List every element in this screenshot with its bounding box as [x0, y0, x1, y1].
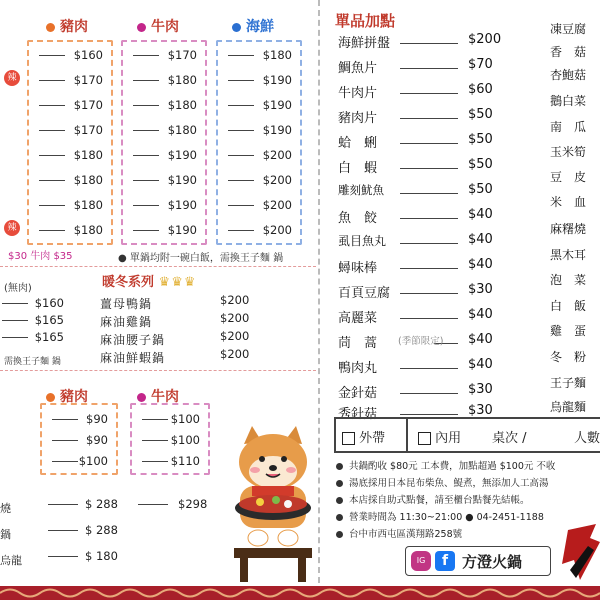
list-item: 香 菇	[550, 45, 587, 59]
table-field[interactable]: 桌次 /	[492, 431, 527, 446]
meatless-label: (無肉)	[4, 283, 32, 294]
list-item: 杏鮑菇	[550, 68, 587, 82]
price-row: $190	[123, 144, 205, 169]
price-row: $170	[123, 44, 205, 69]
list-item: 鍋 $ 288	[0, 523, 118, 541]
crown-icon: ♛♛♛	[158, 275, 197, 290]
price-row: $100	[132, 429, 208, 454]
price-row: $190	[123, 169, 205, 194]
list-item: 鯛魚片 $70	[338, 57, 493, 76]
list-item: 玉米筍	[550, 145, 587, 159]
price-row: $170	[29, 69, 111, 94]
beef-dot-icon	[137, 23, 146, 32]
takeout-option[interactable]: 外帶	[342, 427, 385, 446]
header-beef: 牛肉	[137, 386, 179, 406]
list-item: 烏龍麵	[550, 400, 587, 414]
shiba-mascot-illustration	[226, 426, 320, 584]
list-item: 王子麵	[550, 376, 587, 390]
price-row: $190	[123, 219, 205, 244]
price-row: $90	[42, 429, 116, 454]
list-item: 麻糬燒	[550, 222, 587, 236]
seafood-price-column	[216, 40, 302, 245]
list-item: 南 瓜	[550, 120, 587, 134]
list-item: 茼 蒿 $40	[338, 332, 493, 351]
list-item: 麻油雞鍋 $200	[100, 311, 250, 329]
price-row: $100	[132, 408, 208, 433]
header-seafood: 海鮮	[232, 16, 274, 36]
price-row: $180	[29, 169, 111, 194]
price-row: $110	[132, 450, 208, 475]
beef-price-column	[130, 403, 210, 475]
list-item: 秀針菇 $30	[338, 403, 493, 422]
list-item: 米 血	[550, 195, 587, 209]
price-row: $180	[29, 194, 111, 219]
price-row: $190	[218, 94, 300, 119]
list-item: 蛤 蜊 $50	[338, 132, 493, 151]
pork-price-column	[27, 40, 113, 245]
list-item: 泡 菜	[550, 273, 587, 287]
divider	[0, 370, 316, 371]
list-item: 凍豆腐	[550, 22, 587, 36]
price-row: $190	[218, 69, 300, 94]
list-item: 海鮮拼盤 $200	[338, 32, 502, 51]
list-item: 雕刻魷魚 $50	[338, 182, 493, 197]
checkbox-icon[interactable]	[342, 432, 355, 445]
info-line: 共鍋酌收 $80元 工本費，加點超過 $100元 不收	[336, 458, 555, 472]
price-row: $170	[29, 119, 111, 144]
list-item: 麻油鮮蝦鍋 $200	[100, 347, 250, 365]
bottom-prices: $30 牛肉 $35	[8, 251, 73, 262]
seasonal-note: (季節限定)	[398, 336, 444, 347]
price-row: $160	[29, 44, 111, 69]
dine-in-option[interactable]: 內用	[418, 427, 461, 446]
seafood-dot-icon	[232, 23, 241, 32]
price-row: $200	[218, 219, 300, 244]
list-item: 虱目魚丸 $40	[338, 232, 493, 248]
price-row: $100	[42, 450, 116, 475]
single-items-title: 單品加點	[335, 12, 396, 30]
spicy-badge-icon: 辣	[4, 220, 20, 236]
list-item: 烏龍 $ 180	[0, 549, 118, 567]
list-item: 薑母鴨鍋 $200	[100, 293, 250, 311]
price-row: $180	[123, 94, 205, 119]
divider	[0, 266, 316, 267]
price-row: $165	[0, 326, 70, 351]
info-line: 湯底採用日本昆布柴魚、鯷煮，無添加人工高湯	[336, 475, 549, 489]
header-pork: 豬肉	[46, 16, 88, 36]
price-row: $200	[218, 169, 300, 194]
list-item: 牛肉片 $60	[338, 82, 493, 101]
facebook-icon[interactable]: f	[435, 551, 455, 571]
info-line: 營業時間為 11:30~21:00 ● 04-2451-1188	[336, 509, 544, 523]
people-field[interactable]: 人數	[574, 431, 600, 446]
list-item: 豆 皮	[550, 170, 587, 184]
price-row: $200	[218, 144, 300, 169]
list-item: 冬 粉	[550, 350, 587, 364]
list-item: 豬肉片 $50	[338, 107, 493, 126]
price-row: $180	[29, 144, 111, 169]
list-item: 白 飯	[550, 299, 587, 313]
list-item: 雞 蛋	[550, 324, 587, 338]
price-row: $180	[123, 119, 205, 144]
rice-note: ● 單鍋均附一碗白飯，需換王子麵 鍋	[118, 253, 284, 264]
price-row: $180	[123, 69, 205, 94]
brand-name: 方澄火鍋	[462, 553, 523, 571]
list-item: 魚 餃 $40	[338, 207, 493, 226]
list-item: 麻油腰子鍋 $200	[100, 329, 250, 347]
checkbox-icon[interactable]	[418, 432, 431, 445]
brand-badge	[405, 546, 551, 576]
price-row: $165	[0, 309, 70, 334]
meatless-prices	[0, 292, 70, 352]
beef-price-column	[121, 40, 207, 245]
list-item: 黑木耳	[550, 248, 587, 262]
brush-logo-icon	[560, 520, 600, 582]
header-pork: 豬肉	[46, 386, 88, 406]
list-item: 鴨肉丸 $40	[338, 357, 493, 376]
price-row: $190	[123, 194, 205, 219]
spicy-badge-icon: 辣	[4, 70, 20, 86]
list-item: 高麗菜 $40	[338, 307, 493, 326]
price-row: $180	[218, 44, 300, 69]
price-row: $190	[218, 119, 300, 144]
list-item: 蟳味棒 $40	[338, 257, 493, 276]
wave-border	[0, 586, 600, 600]
header-beef: 牛肉	[137, 16, 179, 36]
order-type-box	[334, 417, 600, 453]
winter-title: 暖冬系列 ♛♛♛	[102, 275, 197, 290]
price-row: $200	[218, 194, 300, 219]
list-item: 鵝白菜	[550, 94, 587, 108]
price-row: $90	[42, 408, 116, 433]
list-item: 金針菇 $30	[338, 382, 493, 401]
winter-list	[100, 293, 260, 365]
info-line: 台中市西屯區漢翔路258號	[336, 526, 462, 540]
pork-dot-icon	[46, 393, 55, 402]
price-row: $160	[0, 292, 70, 317]
beef-dot-icon	[137, 393, 146, 402]
list-item: 燒 $ 288 $298	[0, 497, 208, 515]
pork-price-column	[40, 403, 118, 475]
instagram-icon[interactable]: IG	[411, 551, 431, 571]
price-row: $170	[29, 94, 111, 119]
pork-dot-icon	[46, 23, 55, 32]
meatless-note: 需換王子麵 鍋	[4, 357, 61, 367]
set-list	[0, 497, 230, 575]
info-line: 本店採自助式點餐，請至櫃台點餐先結帳。	[336, 492, 530, 506]
price-row: $180	[29, 219, 111, 244]
list-item: 白 蝦 $50	[338, 157, 493, 176]
list-item: 百頁豆腐 $30	[338, 282, 493, 301]
